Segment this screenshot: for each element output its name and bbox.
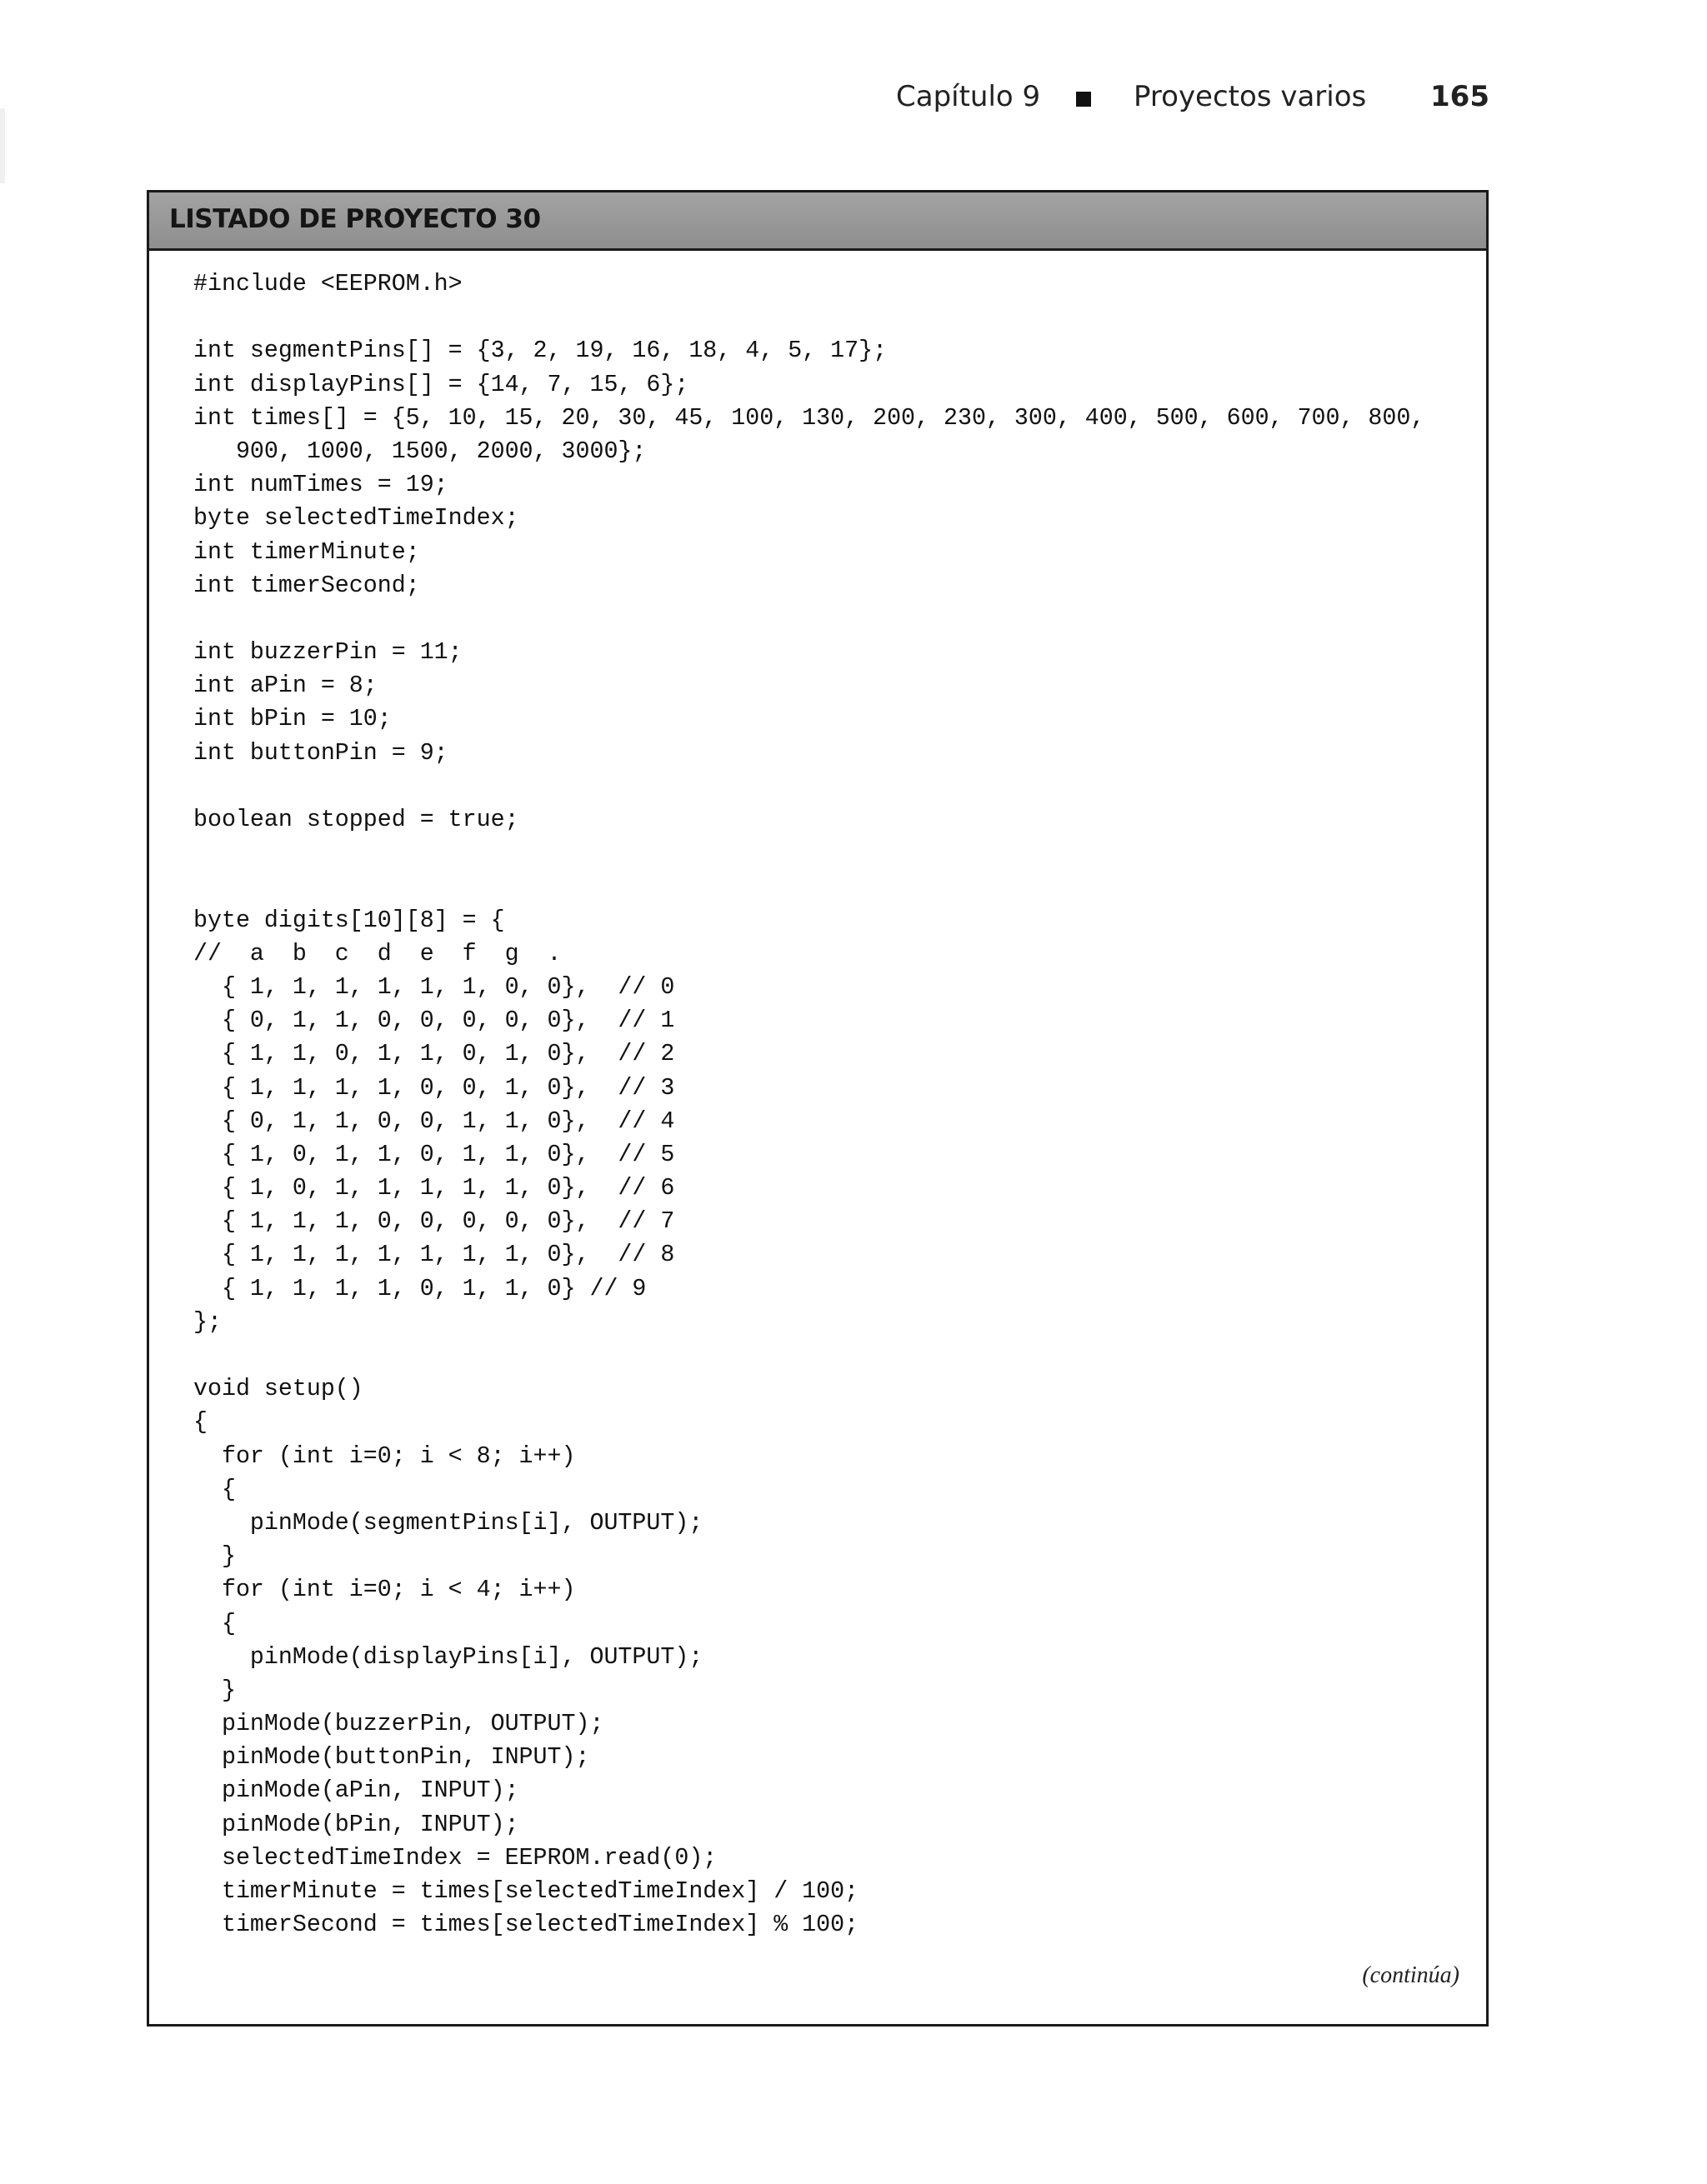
listing-title: LISTADO DE PROYECTO 30 [169, 204, 541, 234]
code-line: for (int i=0; i < 8; i++) [193, 1442, 576, 1470]
code-line: pinMode(aPin, INPUT); [193, 1777, 519, 1805]
scan-edge-artifact [0, 108, 5, 183]
code-line: { 1, 1, 1, 1, 0, 1, 1, 0} // 9 [193, 1275, 647, 1302]
code-line: }; [193, 1308, 222, 1336]
code-line [193, 602, 1424, 636]
code-line: byte selectedTimeIndex; [193, 505, 519, 532]
code-line: timerSecond = times[selectedTimeIndex] % 100; [193, 1912, 859, 1939]
code-line: pinMode(segmentPins[i], OUTPUT); [193, 1509, 703, 1537]
code-line: { 0, 1, 1, 0, 0, 0, 0, 0}, // 1 [193, 1007, 675, 1035]
code-line: int displayPins[] = {14, 7, 15, 6}; [193, 371, 689, 398]
listing-title-bar [149, 192, 1486, 251]
code-line: { 1, 1, 1, 1, 0, 0, 1, 0}, // 3 [193, 1074, 675, 1102]
code-line: pinMode(buttonPin, INPUT); [193, 1744, 590, 1772]
code-line: { 1, 1, 1, 0, 0, 0, 0, 0}, // 7 [193, 1208, 675, 1236]
code-line: timerMinute = times[selectedTimeIndex] / 100; [193, 1878, 859, 1905]
code-line: { 1, 1, 1, 1, 1, 1, 0, 0}, // 0 [193, 973, 675, 1001]
code-line: pinMode(bPin, INPUT); [193, 1811, 519, 1838]
code-listing-box [147, 190, 1489, 2027]
code-line: { [193, 1610, 236, 1637]
code-line: { [193, 1476, 236, 1503]
running-header [896, 80, 1496, 127]
code-line [193, 770, 1424, 803]
code-line: #include <EEPROM.h> [193, 271, 463, 297]
code-line: void setup() [193, 1376, 363, 1403]
code-line: boolean stopped = true; [193, 807, 519, 833]
code-line: { [193, 1409, 208, 1437]
code-line: { 1, 0, 1, 1, 0, 1, 1, 0}, // 5 [193, 1141, 675, 1168]
code-line: pinMode(displayPins[i], OUTPUT); [193, 1643, 703, 1671]
code-line: int timerSecond; [193, 572, 420, 599]
code-line: { 1, 1, 1, 1, 1, 1, 1, 0}, // 8 [193, 1242, 675, 1269]
code-line: int aPin = 8; [193, 672, 378, 700]
code-line: byte digits[10][8] = { [193, 907, 505, 934]
code-line: int bPin = 10; [193, 706, 392, 733]
code-line [193, 837, 1424, 870]
code-line: 900, 1000, 1500, 2000, 3000}; [193, 437, 647, 465]
code-line: int timerMinute; [193, 538, 420, 566]
page-number: 165 [1430, 80, 1489, 113]
code-line: int buttonPin = 9; [193, 739, 448, 767]
code-block [193, 267, 1424, 1942]
code-line: { 1, 0, 1, 1, 1, 1, 1, 0}, // 6 [193, 1175, 675, 1202]
code-line: // a b c d e f g . [193, 940, 562, 967]
code-line: int buzzerPin = 11; [193, 639, 463, 667]
code-line: int numTimes = 19; [193, 472, 448, 499]
code-line: selectedTimeIndex = EEPROM.read(0); [193, 1844, 718, 1872]
separator-square-icon [1076, 92, 1091, 107]
chapter-label: Capítulo 9 [896, 80, 1041, 113]
code-line: pinMode(buzzerPin, OUTPUT); [193, 1711, 604, 1738]
continuation-note: (continúa) [1362, 1962, 1459, 1988]
section-title: Proyectos varios [1134, 80, 1367, 113]
code-line: int segmentPins[] = {3, 2, 19, 16, 18, 4, 5, 17}; [193, 337, 888, 365]
code-line: { 1, 1, 0, 1, 1, 0, 1, 0}, // 2 [193, 1041, 675, 1068]
code-line: } [193, 1677, 236, 1704]
code-line: int times[] = {5, 10, 15, 20, 30, 45, 100, 130, 200, 230, 300, 400, 500, 600, 700, 800, [193, 404, 1425, 432]
code-line: { 0, 1, 1, 0, 0, 1, 1, 0}, // 4 [193, 1107, 675, 1135]
code-line: } [193, 1543, 236, 1571]
code-line [193, 301, 1424, 334]
code-line [193, 870, 1424, 903]
code-line: for (int i=0; i < 4; i++) [193, 1577, 576, 1604]
code-line [193, 1339, 1424, 1372]
